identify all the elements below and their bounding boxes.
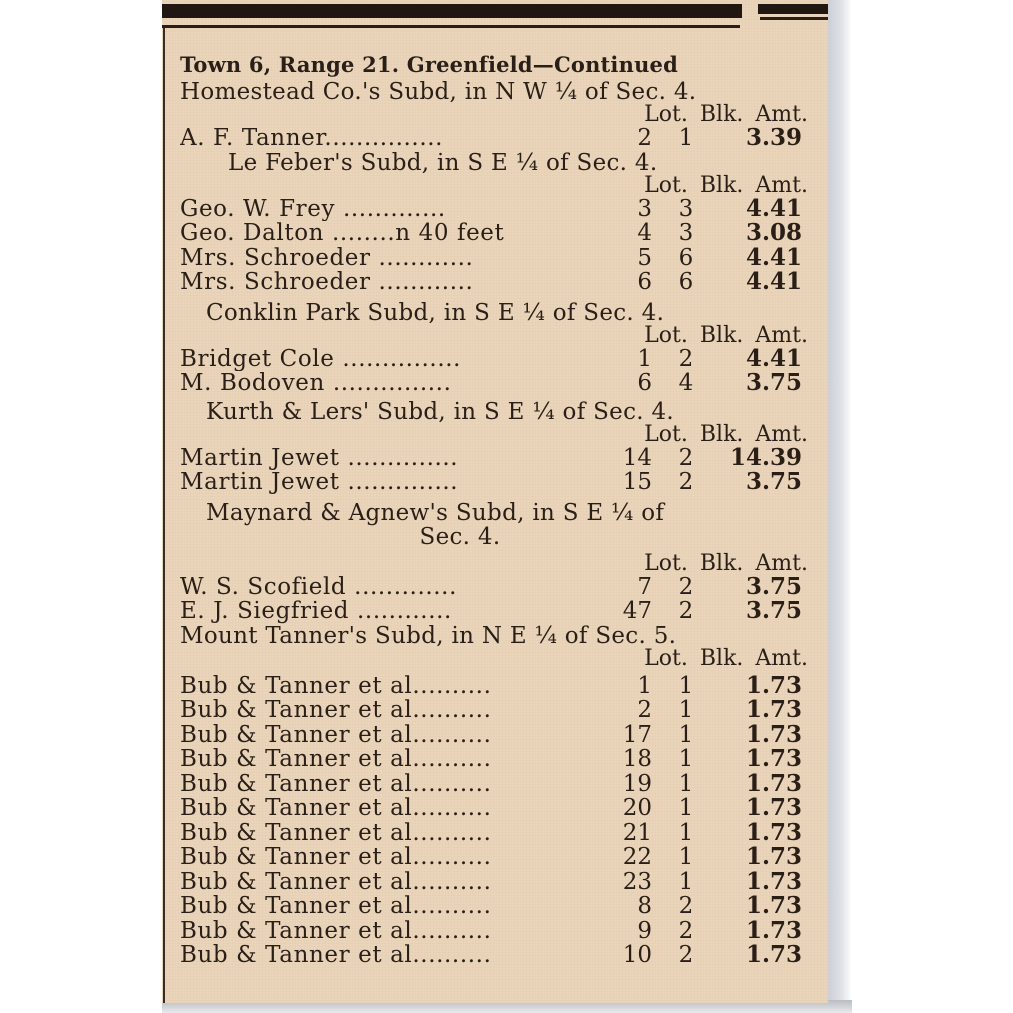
blk-value: 2 xyxy=(678,942,694,968)
blk-value: 3 xyxy=(678,195,694,222)
amt-value: 4.41 xyxy=(745,194,802,222)
blk-value: 2 xyxy=(678,444,694,471)
amt-value: 1.73 xyxy=(745,843,802,870)
owner-name: Geo. Dalton ........n 40 feet xyxy=(180,221,505,246)
amt-value: 4.41 xyxy=(745,268,802,295)
col-blk: Blk. xyxy=(699,645,744,671)
table-row xyxy=(180,720,828,748)
blk-value: 6 xyxy=(678,244,694,271)
lot-value: 1 xyxy=(637,672,652,699)
blk-value: 1 xyxy=(678,819,694,846)
owner-name: A. F. Tanner............... xyxy=(180,126,444,151)
table-row xyxy=(180,221,828,246)
amt-value: 3.75 xyxy=(745,572,802,600)
blk-value: 1 xyxy=(678,746,694,772)
section-title: Maynard & Agnew's Subd, in S E ¼ of xyxy=(206,499,665,526)
blk-value: 1 xyxy=(678,868,694,895)
col-lot: Lot. xyxy=(644,421,688,447)
table-row xyxy=(180,916,828,944)
owner-name: Bub & Tanner et al.......... xyxy=(180,894,492,919)
lot-value: 6 xyxy=(637,370,652,396)
lot-value: 4 xyxy=(637,220,652,246)
owner-name: M. Bodoven ............... xyxy=(180,371,452,396)
lot-value: 18 xyxy=(622,746,652,772)
table-row xyxy=(180,243,828,271)
owner-name: Mrs. Schroeder ............ xyxy=(180,270,474,295)
amt-value: 3.39 xyxy=(745,124,802,151)
owner-name: Bub & Tanner et al.......... xyxy=(180,869,492,894)
section-title: Conklin Park Subd, in S E ¼ of Sec. 4. xyxy=(206,299,665,326)
lot-value: 6 xyxy=(637,269,652,295)
amt-value: 1.73 xyxy=(745,794,802,821)
amt-value: 1.73 xyxy=(745,769,802,797)
table-row xyxy=(180,818,828,846)
blk-value: 1 xyxy=(678,770,694,797)
blk-value: 6 xyxy=(678,269,694,295)
owner-name: Bridget Cole ............... xyxy=(180,346,462,371)
blk-value: 2 xyxy=(678,469,694,495)
amt-value: 1.73 xyxy=(745,916,802,944)
blk-value: 1 xyxy=(678,697,694,723)
table-row xyxy=(180,443,828,471)
top-rule-divider xyxy=(162,4,742,18)
col-lot: Lot. xyxy=(644,322,688,348)
blk-value: 4 xyxy=(678,370,694,396)
table-row xyxy=(180,270,828,295)
lot-value: 10 xyxy=(622,942,652,968)
owner-name: Bub & Tanner et al.......... xyxy=(180,943,492,968)
col-amt: Amt. xyxy=(755,550,808,576)
amt-value: 14.39 xyxy=(729,443,802,471)
table-row xyxy=(180,126,828,151)
col-blk: Blk. xyxy=(699,102,744,127)
amt-value: 4.41 xyxy=(745,243,802,271)
amt-value: 4.41 xyxy=(745,344,802,372)
owner-name: Bub & Tanner et al.......... xyxy=(180,820,492,845)
col-amt: Amt. xyxy=(755,322,808,348)
blk-value: 2 xyxy=(678,893,694,919)
lot-value: 47 xyxy=(622,598,652,624)
owner-name: Bub & Tanner et al.......... xyxy=(180,722,492,747)
column-headers xyxy=(180,322,828,348)
amt-value: 3.75 xyxy=(745,597,802,624)
lot-value: 2 xyxy=(637,697,652,723)
blk-value: 1 xyxy=(678,721,694,748)
blk-value: 1 xyxy=(678,125,694,151)
lot-value: 19 xyxy=(622,770,652,797)
amt-value: 1.73 xyxy=(745,745,802,772)
owner-name: W. S. Scofield ............. xyxy=(180,574,457,599)
col-lot: Lot. xyxy=(644,172,688,198)
tax-listing xyxy=(180,50,828,968)
owner-name: Bub & Tanner et al.......... xyxy=(180,845,492,870)
owner-name: Bub & Tanner et al.......... xyxy=(180,918,492,943)
col-amt: Amt. xyxy=(755,102,808,127)
section-homestead xyxy=(180,80,828,151)
col-blk: Blk. xyxy=(699,172,744,198)
column-headers xyxy=(180,645,828,671)
table-row xyxy=(180,894,828,919)
lot-value: 5 xyxy=(637,244,652,271)
lot-value: 20 xyxy=(622,795,652,821)
owner-name: Martin Jewet .............. xyxy=(180,470,459,495)
lot-value: 2 xyxy=(637,125,652,151)
lot-value: 8 xyxy=(637,893,652,919)
blk-value: 2 xyxy=(678,345,694,372)
lot-value: 3 xyxy=(637,195,652,222)
section-title: Kurth & Lers' Subd, in S E ¼ of Sec. 4. xyxy=(206,398,675,425)
column-headers xyxy=(180,421,828,447)
blk-value: 1 xyxy=(678,844,694,870)
amt-value: 1.73 xyxy=(745,720,802,748)
amt-value: 1.73 xyxy=(745,818,802,846)
owner-name: Geo. W. Frey ............. xyxy=(180,196,446,221)
amt-value: 1.73 xyxy=(745,671,802,699)
table-row xyxy=(180,599,828,624)
column-headers xyxy=(180,104,828,126)
blk-value: 2 xyxy=(678,598,694,624)
section-title-continued: Sec. 4. xyxy=(419,523,501,550)
top-rule-divider xyxy=(760,17,828,20)
top-rule-divider xyxy=(162,25,740,28)
table-row xyxy=(180,698,828,723)
owner-name: E. J. Siegfried ............ xyxy=(180,599,452,624)
owner-name: Martin Jewet .............. xyxy=(180,445,459,470)
table-row xyxy=(180,371,828,396)
lot-value: 9 xyxy=(637,917,652,944)
section-kurth-lers xyxy=(180,400,828,495)
owner-name: Mrs. Schroeder ............ xyxy=(180,245,474,270)
section-title: Homestead Co.'s Subd, in N W ¼ of Sec. 4. xyxy=(180,79,697,105)
owner-name: Bub & Tanner et al.......... xyxy=(180,698,492,723)
col-blk: Blk. xyxy=(699,421,744,447)
amt-value: 3.75 xyxy=(745,369,802,396)
col-lot: Lot. xyxy=(644,102,688,127)
owner-name: Bub & Tanner et al.......... xyxy=(180,673,492,698)
table-row xyxy=(180,769,828,797)
table-row xyxy=(180,747,828,772)
col-amt: Amt. xyxy=(755,172,808,198)
table-row xyxy=(180,671,828,699)
section-maynard-agnew xyxy=(180,501,828,624)
table-row xyxy=(180,470,828,495)
col-blk: Blk. xyxy=(699,550,744,576)
section-title: Le Feber's Subd, in S E ¼ of Sec. 4. xyxy=(228,149,658,176)
amt-value: 1.73 xyxy=(745,941,802,968)
blk-value: 1 xyxy=(678,672,694,699)
lot-value: 7 xyxy=(637,573,652,600)
blk-value: 1 xyxy=(678,795,694,821)
owner-name: Bub & Tanner et al.......... xyxy=(180,771,492,796)
table-row xyxy=(180,194,828,222)
lot-value: 22 xyxy=(622,844,652,870)
top-rule-divider xyxy=(758,4,828,14)
column-headers xyxy=(180,550,828,576)
amt-value: 1.73 xyxy=(745,867,802,895)
blk-value: 3 xyxy=(678,220,694,246)
blk-value: 2 xyxy=(678,917,694,944)
col-amt: Amt. xyxy=(755,645,808,671)
lot-value: 14 xyxy=(622,444,652,471)
lot-value: 15 xyxy=(622,469,652,495)
lot-value: 17 xyxy=(622,721,652,748)
table-row xyxy=(180,943,828,968)
section-title: Mount Tanner's Subd, in N E ¼ of Sec. 5. xyxy=(180,622,677,649)
col-lot: Lot. xyxy=(644,550,688,576)
section-conklin-park xyxy=(180,301,828,396)
amt-value: 3.75 xyxy=(745,468,802,495)
amt-value: 1.73 xyxy=(745,696,802,723)
lot-value: 21 xyxy=(622,819,652,846)
col-blk: Blk. xyxy=(699,322,744,348)
col-amt: Amt. xyxy=(755,421,808,447)
blk-value: 2 xyxy=(678,573,694,600)
background-shadow xyxy=(826,0,852,1013)
section-le-feber xyxy=(180,151,828,295)
section-mount-tanner xyxy=(180,624,828,968)
table-row xyxy=(180,867,828,895)
amt-value: 1.73 xyxy=(745,892,802,919)
table-row xyxy=(180,572,828,600)
col-lot: Lot. xyxy=(644,645,688,671)
amt-value: 3.08 xyxy=(745,219,802,246)
column-rule-divider xyxy=(163,28,165,1003)
column-headers xyxy=(180,172,828,198)
table-row xyxy=(180,344,828,372)
table-row xyxy=(180,796,828,821)
table-row xyxy=(180,845,828,870)
newspaper-clipping xyxy=(162,0,828,1003)
owner-name: Bub & Tanner et al.......... xyxy=(180,796,492,821)
lot-value: 1 xyxy=(637,345,652,372)
owner-name: Bub & Tanner et al.......... xyxy=(180,747,492,772)
lot-value: 23 xyxy=(622,868,652,895)
page-heading: Town 6, Range 21. Greenfield—Continued xyxy=(180,52,678,77)
